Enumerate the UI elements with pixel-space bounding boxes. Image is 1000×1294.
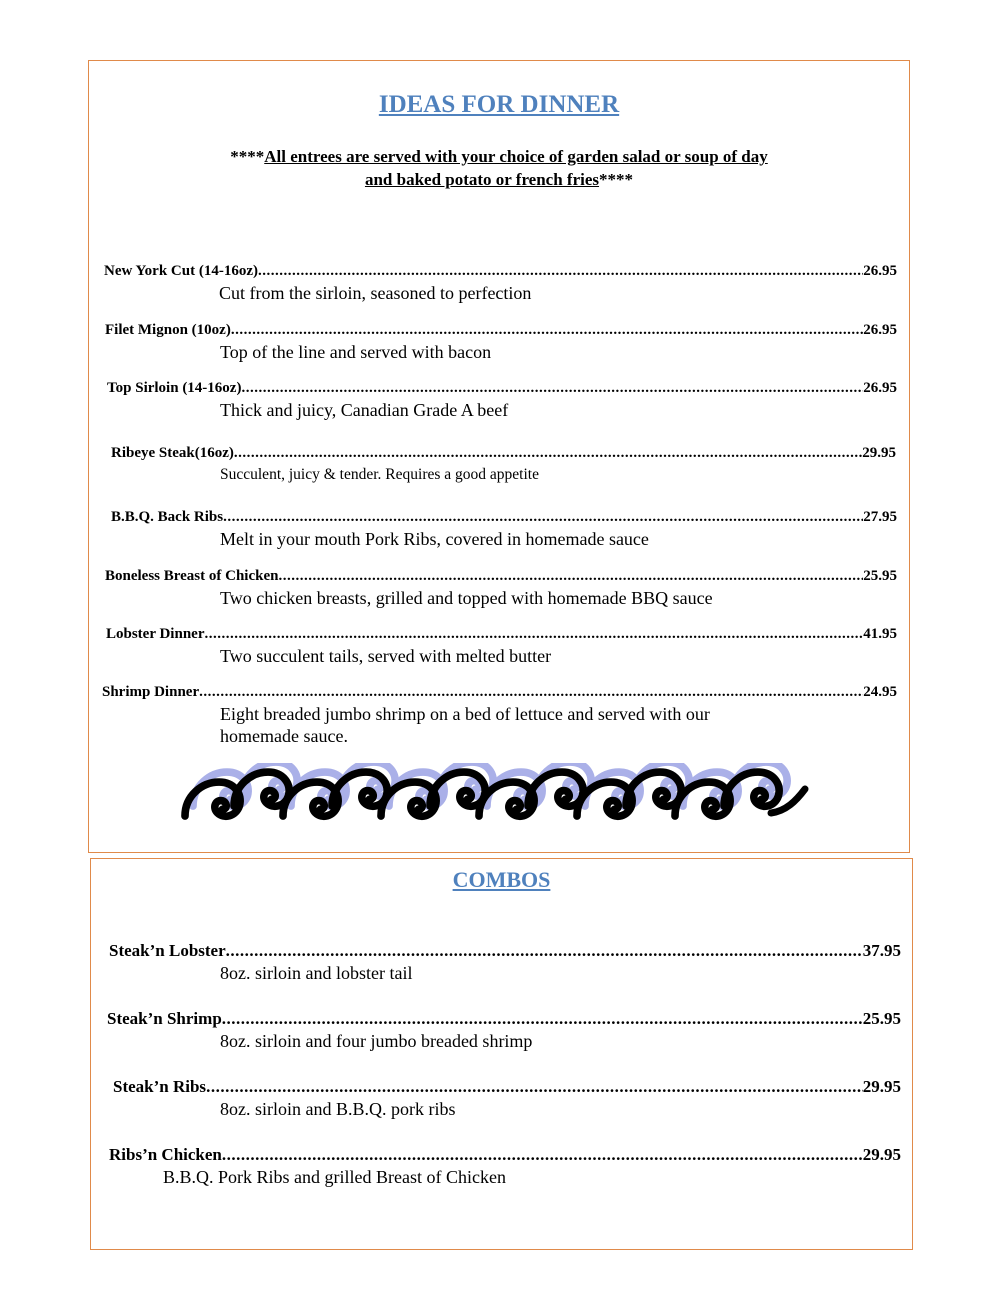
- item-name: Shrimp Dinner: [102, 684, 200, 700]
- item-description: Two chicken breasts, grilled and topped with homemade BBQ sauce: [220, 588, 713, 608]
- item-price: 27.95: [863, 509, 897, 525]
- item-description: Succulent, juicy & tender. Requires a good appetite: [220, 466, 539, 483]
- combo-name: Steak’n Shrimp: [107, 1009, 222, 1028]
- swirl-wave-divider-icon: [181, 763, 811, 835]
- item-description: Top of the line and served with bacon: [220, 342, 492, 362]
- menu-item: [106, 626, 897, 667]
- item-price: 41.95: [863, 626, 897, 642]
- item-description: Melt in your mouth Pork Ribs, covered in homemade sauce: [220, 529, 649, 549]
- item-name: Boneless Breast of Chicken: [105, 568, 279, 584]
- combos-menu-section: [90, 858, 913, 1250]
- menu-item: [111, 445, 896, 486]
- subtitle-prefix: ****: [230, 147, 265, 166]
- item-name: Ribeye Steak(16oz): [111, 445, 234, 461]
- subtitle-suffix: ****: [599, 170, 634, 189]
- combo-name: Steak’n Ribs: [113, 1077, 207, 1096]
- combo-description: 8oz. sirloin and four jumbo breaded shrimp: [220, 1031, 533, 1051]
- combo-description: 8oz. sirloin and lobster tail: [220, 963, 413, 983]
- item-price: 26.95: [863, 380, 897, 396]
- menu-item: [105, 568, 897, 609]
- combo-price: 29.95: [862, 1077, 901, 1096]
- item-name: B.B.Q. Back Ribs: [111, 509, 224, 525]
- combo-item: [109, 941, 901, 984]
- combo-price: 25.95: [862, 1009, 901, 1028]
- item-name: Top Sirloin (14-16oz): [107, 380, 242, 396]
- subtitle-line1: All entrees are served with your choice of garden salad or soup of day: [264, 147, 768, 166]
- combo-description: 8oz. sirloin and B.B.Q. pork ribs: [220, 1099, 456, 1119]
- menu-item: [107, 380, 897, 421]
- combo-name: Steak’n Lobster: [109, 941, 226, 960]
- combo-item: [109, 1145, 901, 1188]
- item-price: 24.95: [863, 684, 897, 700]
- combo-price: 29.95: [862, 1145, 901, 1164]
- item-name: Lobster Dinner: [106, 626, 205, 642]
- dinner-title: IDEAS FOR DINNER: [378, 91, 620, 118]
- menu-item: [102, 684, 897, 747]
- combo-name: Ribs’n Chicken: [109, 1145, 222, 1164]
- item-name: Filet Mignon (10oz): [105, 322, 231, 338]
- combo-item: [107, 1009, 901, 1052]
- menu-item: [105, 322, 897, 363]
- item-price: 29.95: [862, 445, 896, 461]
- item-name: New York Cut (14-16oz): [104, 263, 258, 279]
- subtitle-line2: and baked potato or french fries: [364, 170, 600, 189]
- combo-description: B.B.Q. Pork Ribs and grilled Breast of Chicken: [163, 1167, 506, 1187]
- dinner-subtitle: [89, 145, 909, 191]
- item-price: 26.95: [863, 322, 897, 338]
- combo-price: 37.95: [862, 941, 901, 960]
- item-price: 26.95: [863, 263, 897, 279]
- combo-item: [113, 1077, 901, 1120]
- item-description: Two succulent tails, served with melted butter: [220, 646, 552, 666]
- menu-item: [111, 509, 897, 550]
- item-description: Thick and juicy, Canadian Grade A beef: [220, 400, 509, 420]
- combos-title: COMBOS: [452, 867, 551, 892]
- item-description: Cut from the sirloin, seasoned to perfection: [219, 283, 532, 303]
- menu-item: [104, 263, 897, 304]
- dinner-menu-section: [88, 60, 910, 853]
- item-price: 25.95: [863, 568, 897, 584]
- item-description: Eight breaded jumbo shrimp on a bed of lettuce and served with our homemade sauce.: [220, 704, 710, 746]
